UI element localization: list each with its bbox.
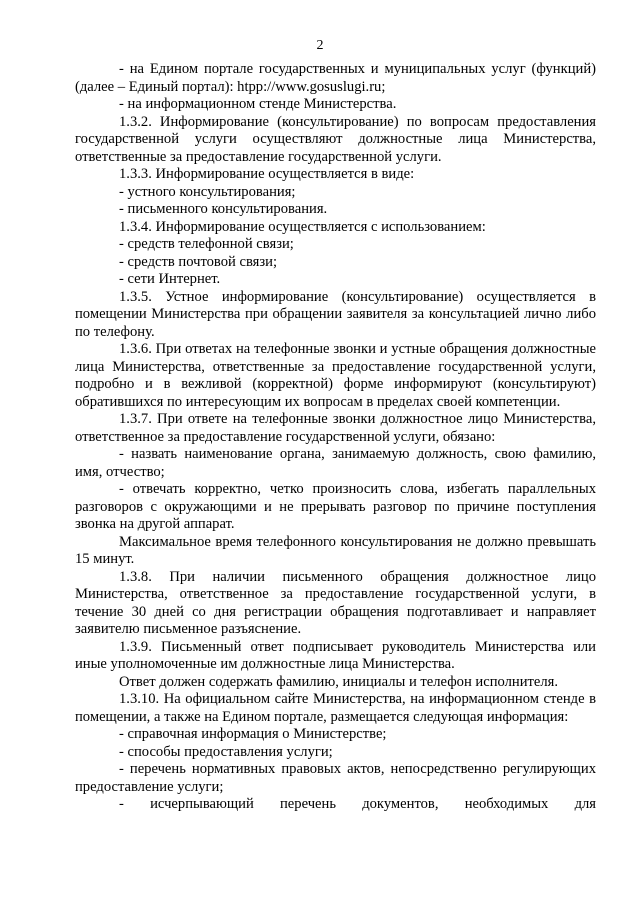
paragraph: 1.3.4. Информирование осуществляется с использованием: bbox=[119, 218, 486, 235]
paragraph: - перечень нормативных правовых актов, непосредственно регулирующих предоставление услуги; bbox=[75, 761, 596, 795]
paragraph: - устного консультирования; bbox=[119, 183, 296, 200]
paragraph: 1.3.7. При ответе на телефонные звонки должностное лицо Министерства, ответственное за предоставление государственной услуги, обязано: bbox=[75, 411, 596, 445]
document-body bbox=[75, 61, 596, 814]
paragraph: Ответ должен содержать фамилию, инициалы и телефон исполнителя. bbox=[119, 673, 559, 690]
paragraph: - исчерпывающий перечень документов, необходимых для bbox=[119, 796, 596, 812]
paragraph: - способы предоставления услуги; bbox=[119, 743, 333, 760]
paragraph: - письменного консультирования. bbox=[119, 201, 328, 217]
paragraph: - отвечать корректно, четко произносить слова, избегать параллельных разговоров с окружающими и не прерывать разговор по причине поступления звонка на другой аппарат. bbox=[75, 481, 596, 532]
paragraph: - справочная информация о Министерстве; bbox=[119, 726, 387, 742]
paragraph: 1.3.3. Информирование осуществляется в виде: bbox=[119, 166, 415, 182]
paragraph: - на Едином портале государственных и муниципальных услуг (функций) (далее – Единый портал): htpp://www.gosuslugi.ru; bbox=[75, 61, 596, 95]
page-number: 2 bbox=[316, 38, 324, 53]
paragraph: - средств телефонной связи; bbox=[119, 236, 294, 252]
paragraph: 1.3.10. На официальном сайте Министерства, на информационном стенде в помещении, а также на Едином портале, размещается следующая информация: bbox=[75, 691, 596, 725]
paragraph: - средств почтовой связи; bbox=[119, 253, 278, 270]
paragraph: 1.3.5. Устное информирование (консультирование) осуществляется в помещении Министерства при обращении заявителя за консультацией лично либо по телефону. bbox=[75, 288, 596, 340]
paragraph: 1.3.9. Письменный ответ подписывает руководитель Министерства или иные уполномоченные им должностные лица Министерства. bbox=[75, 638, 596, 672]
paragraph: - на информационном стенде Министерства. bbox=[119, 96, 397, 112]
paragraph: - сети Интернет. bbox=[119, 271, 221, 287]
paragraph: 1.3.8. При наличии письменного обращения должностное лицо Министерства, ответственное за предоставление государственной услуги, в течение 30 дней со дня регистрации обращения подготавливает и направляет заявителю письменное разъяснение. bbox=[75, 568, 596, 637]
paragraph: 1.3.6. При ответах на телефонные звонки и устные обращения должностные лица Министерства, ответственные за предоставление государственной услуги, подробно и в вежливой (корректной) форме информируют (консультируют) обратившихся по интересующим их вопросам в пределах своей компетенции. bbox=[75, 341, 596, 410]
paragraph: 1.3.2. Информирование (консультирование) по вопросам предоставления государственной услуги осуществляют должностные лица Министерства, ответственные за предоставление государственной услуги. bbox=[75, 113, 596, 165]
paragraph: - назвать наименование органа, занимаемую должность, свою фамилию, имя, отчество; bbox=[75, 446, 596, 480]
paragraph: Максимальное время телефонного консультирования не должно превышать 15 минут. bbox=[75, 533, 596, 567]
